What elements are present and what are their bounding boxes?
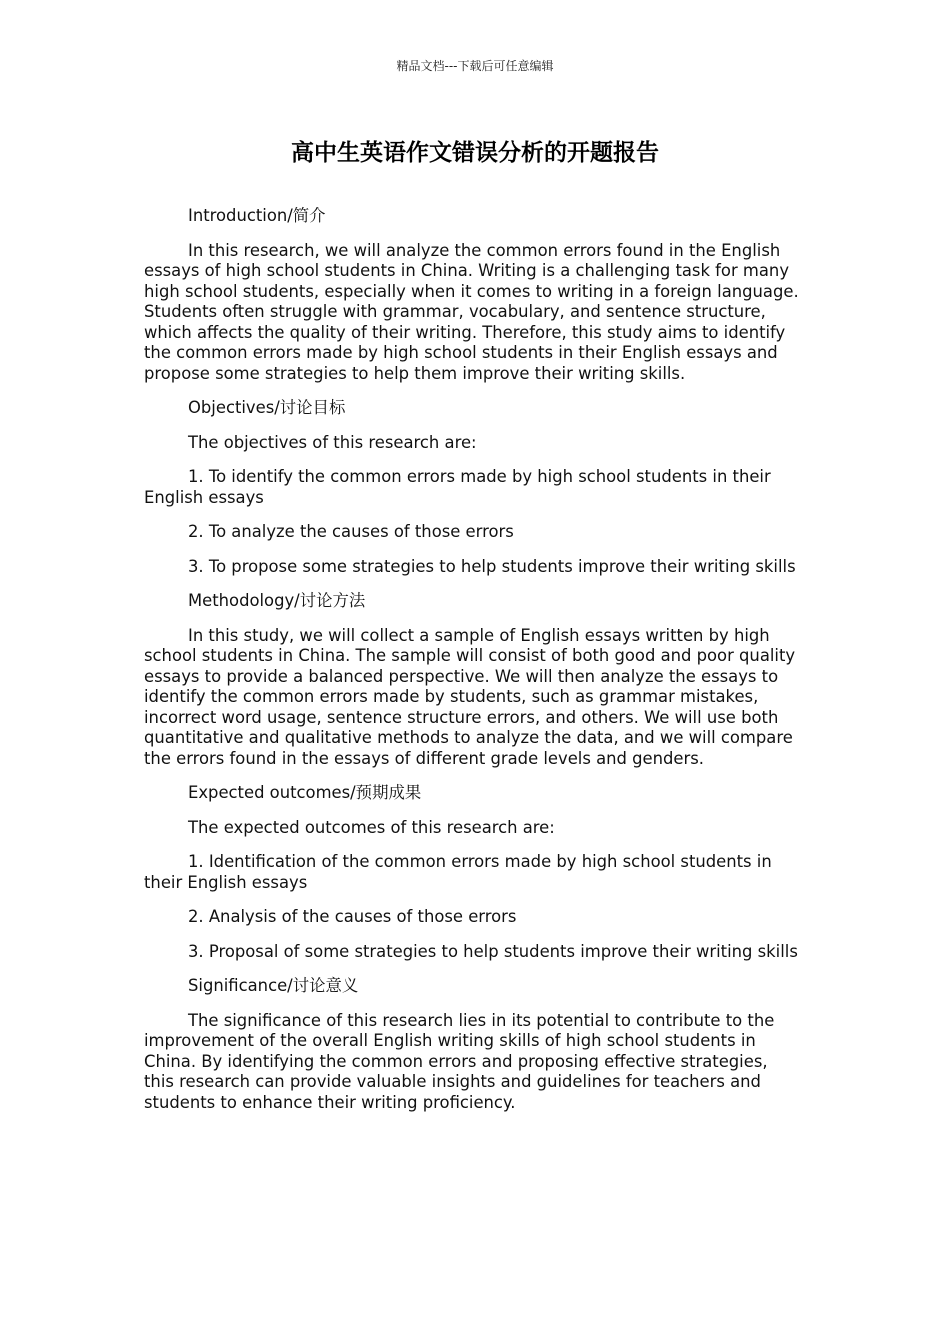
document-title: 高中生英语作文错误分析的开题报告 bbox=[291, 140, 659, 166]
section-heading-significance: Significance/讨论意义 bbox=[188, 976, 359, 995]
methodology-paragraph: In this study, we will collect a sample of English essays written by high school students in China. The sample will consist of both good and poor quality essays to provide a balanced perspective. We will then analyze the essays to identify the common errors made by students, such as grammar mistakes, incorrect word usage, sentence structure errors, and others. We will use both quantitative and qualitative methods to analyze the data, and we will compare the errors found in the essays of different grade levels and genders. bbox=[144, 625, 796, 768]
objective-item: 3. To propose some strategies to help students improve their writing skills bbox=[188, 556, 796, 576]
document-body bbox=[144, 206, 799, 1127]
significance-paragraph: The significance of this research lies in its potential to contribute to the improvement of the overall English writing skills of high school students in China. By identifying the common errors and proposing effective strategies, this research can provide valuable insights and guidelines for teachers and students to enhance their writing proficiency. bbox=[144, 1010, 775, 1112]
section-heading-methodology: Methodology/讨论方法 bbox=[188, 591, 366, 610]
outcome-item: 3. Proposal of some strategies to help students improve their writing skills bbox=[188, 941, 798, 961]
page-header: 精品文档---下载后可任意编辑 bbox=[396, 59, 554, 73]
outcome-item: 2. Analysis of the causes of those errors bbox=[188, 907, 517, 926]
outcome-item: 1. Identification of the common errors made by high school students in their English essays bbox=[144, 852, 772, 892]
objective-item: 2. To analyze the causes of those errors bbox=[188, 522, 514, 541]
outcomes-lead: The expected outcomes of this research are: bbox=[188, 817, 555, 837]
section-heading-outcomes: Expected outcomes/预期成果 bbox=[188, 783, 422, 802]
objective-item: 1. To identify the common errors made by high school students in their English essays bbox=[144, 467, 771, 507]
introduction-paragraph: In this research, we will analyze the common errors found in the English essays of high school students in China. Writing is a challenging task for many high school students, especially when it comes to writing in a foreign language. Students often struggle with grammar, vocabulary, and sentence structure, which affects the quality of their writing. Therefore, this study aims to identify the common errors made by high school students in their English essays and propose some strategies to help them improve their writing skills. bbox=[144, 240, 799, 383]
objectives-lead: The objectives of this research are: bbox=[188, 432, 477, 452]
section-heading-introduction: Introduction/简介 bbox=[188, 206, 326, 225]
section-heading-objectives: Objectives/讨论目标 bbox=[188, 398, 346, 417]
